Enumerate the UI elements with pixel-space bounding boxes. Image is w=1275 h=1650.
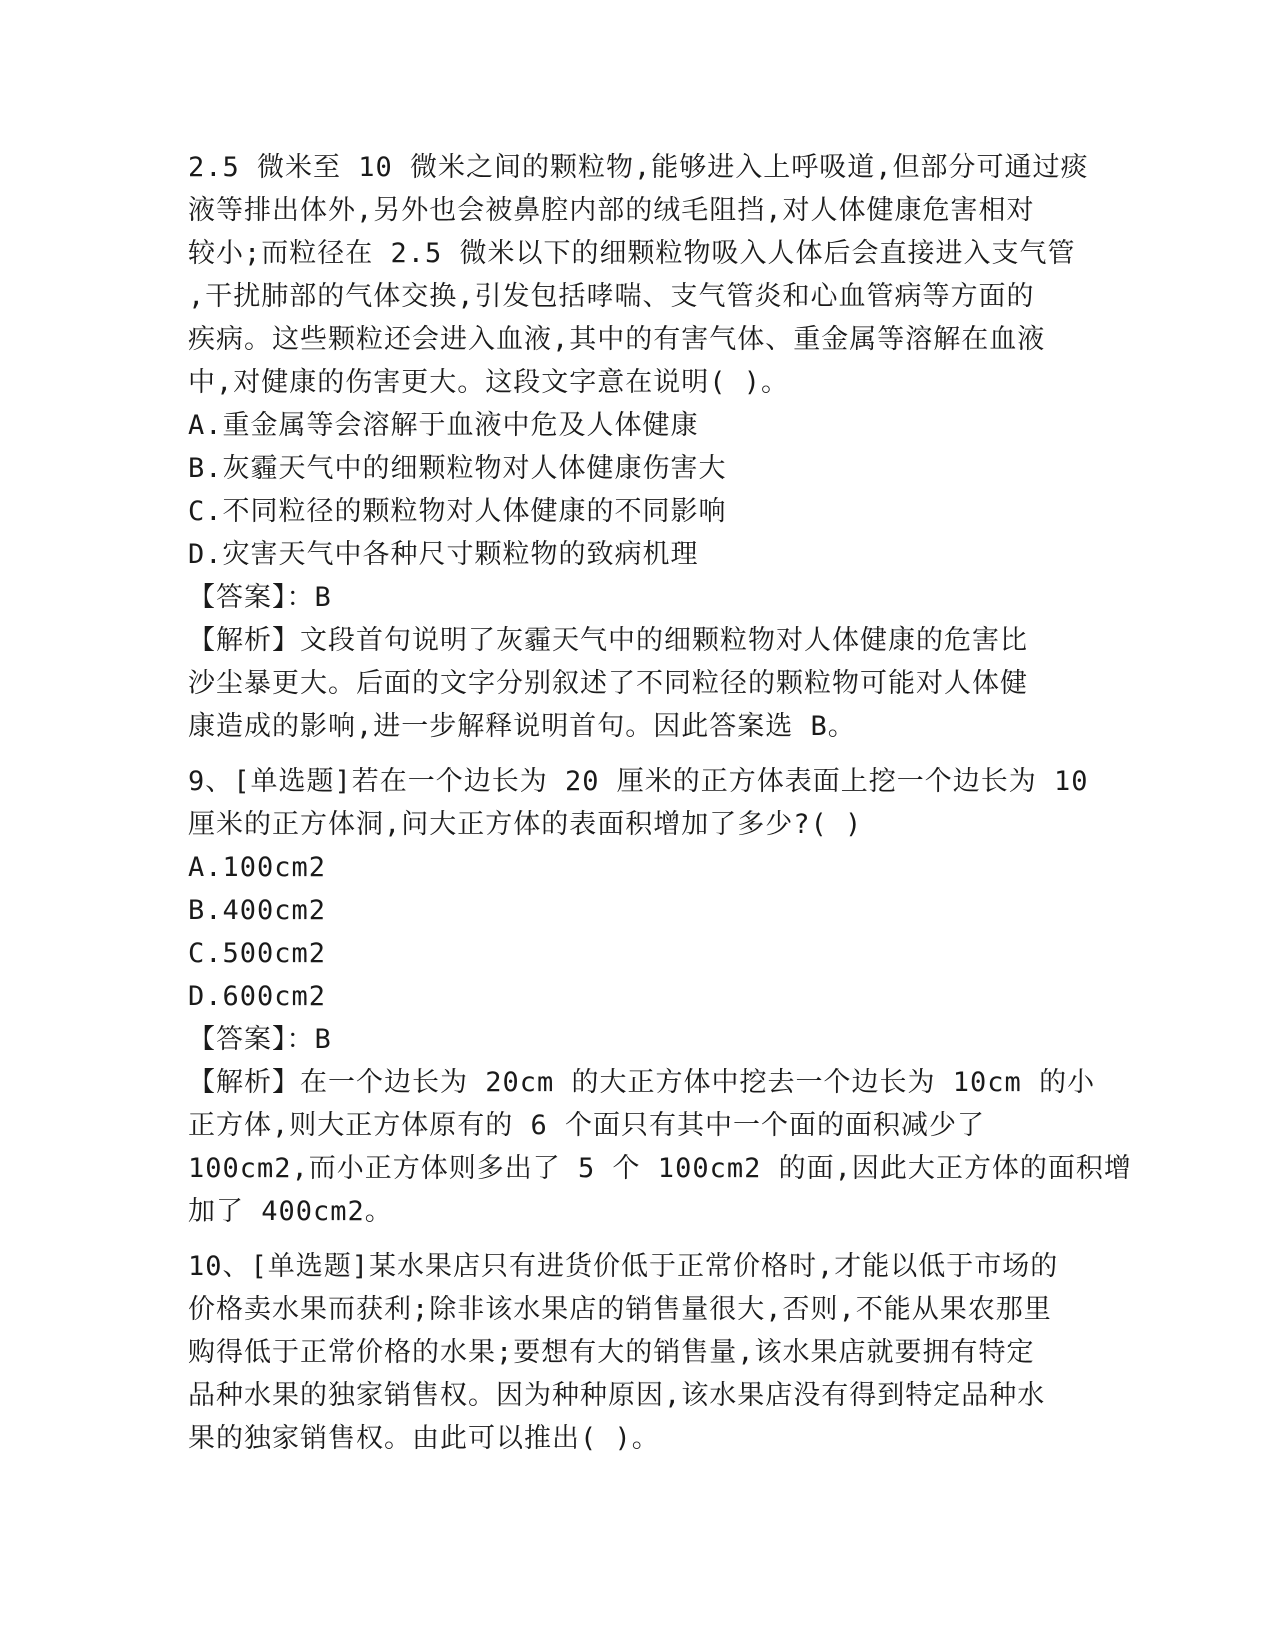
option-d: D.灾害天气中各种尺寸颗粒物的致病机理 [188, 539, 699, 570]
stem-line: 厘米的正方体洞,问大正方体的表面积增加了多少?( ) [188, 809, 863, 840]
stem-line: 中,对健康的伤害更大。这段文字意在说明( )。 [188, 367, 790, 398]
option-c: C.500cm2 [188, 938, 327, 969]
option-a: A.100cm2 [188, 852, 327, 883]
option-list [188, 404, 1088, 576]
stem-line: 疾病。这些颗粒还会进入血液,其中的有害气体、重金属等溶解在血液 [188, 324, 1046, 355]
question-stem [188, 146, 1088, 404]
analysis-line: 100cm2,而小正方体则多出了 5 个 100cm2 的面,因此大正方体的面积增 [188, 1153, 1132, 1184]
answer-line: 【答案】：B [188, 1024, 332, 1055]
stem-line: 2.5 微米至 10 微米之间的颗粒物,能够进入上呼吸道,但部分可通过痰 [188, 152, 1089, 183]
stem-line: 较小;而粒径在 2.5 微米以下的细颗粒物吸入人体后会直接进入支气管 [188, 238, 1076, 269]
question-10 [188, 1245, 1088, 1460]
question-stem [188, 760, 1088, 846]
analysis-line: 【解析】在一个边长为 20cm 的大正方体中挖去一个边长为 10cm 的小 [188, 1067, 1096, 1098]
option-a: A.重金属等会溶解于血液中危及人体健康 [188, 410, 699, 441]
analysis-line: 【解析】文段首句说明了灰霾天气中的细颗粒物对人体健康的危害比 [188, 625, 1028, 656]
stem-line: 果的独家销售权。由此可以推出( )。 [188, 1423, 660, 1454]
option-b: B.400cm2 [188, 895, 327, 926]
analysis-block [188, 1061, 1132, 1233]
answer-line: 【答案】：B [188, 582, 332, 613]
page-content [188, 146, 1132, 1460]
question-9 [188, 760, 1132, 1233]
stem-line: 品种水果的独家销售权。因为种种原因,该水果店没有得到特定品种水 [188, 1380, 1046, 1411]
option-b: B.灰霾天气中的细颗粒物对人体健康伤害大 [188, 453, 727, 484]
stem-line: 9、[单选题]若在一个边长为 20 厘米的正方体表面上挖一个边长为 10 [188, 766, 1089, 797]
question-stem [188, 1245, 1088, 1460]
analysis-line: 加了 400cm2。 [188, 1196, 393, 1227]
stem-line: 液等排出体外,另外也会被鼻腔内部的绒毛阻挡,对人体健康危害相对 [188, 195, 1035, 226]
option-d: D.600cm2 [188, 981, 327, 1012]
analysis-line: 沙尘暴更大。后面的文字分别叙述了不同粒径的颗粒物可能对人体健 [188, 668, 1028, 699]
stem-line: 10、[单选题]某水果店只有进货价低于正常价格时,才能以低于市场的 [188, 1251, 1059, 1282]
section-gap [188, 1233, 1088, 1245]
analysis-line: 康造成的影响,进一步解释说明首句。因此答案选 B。 [188, 711, 856, 742]
option-list [188, 846, 1088, 1018]
section-gap [188, 748, 1088, 760]
stem-line: ,干扰肺部的气体交换,引发包括哮喘、支气管炎和心血管病等方面的 [188, 281, 1035, 312]
analysis-block [188, 619, 1088, 748]
question-8 [188, 146, 1088, 748]
stem-line: 购得低于正常价格的水果;要想有大的销售量,该水果店就要拥有特定 [188, 1337, 1035, 1368]
stem-line: 价格卖水果而获利;除非该水果店的销售量很大,否则,不能从果农那里 [188, 1294, 1052, 1325]
option-c: C.不同粒径的颗粒物对人体健康的不同影响 [188, 496, 727, 527]
analysis-line: 正方体,则大正方体原有的 6 个面只有其中一个面的面积减少了 [188, 1110, 986, 1141]
